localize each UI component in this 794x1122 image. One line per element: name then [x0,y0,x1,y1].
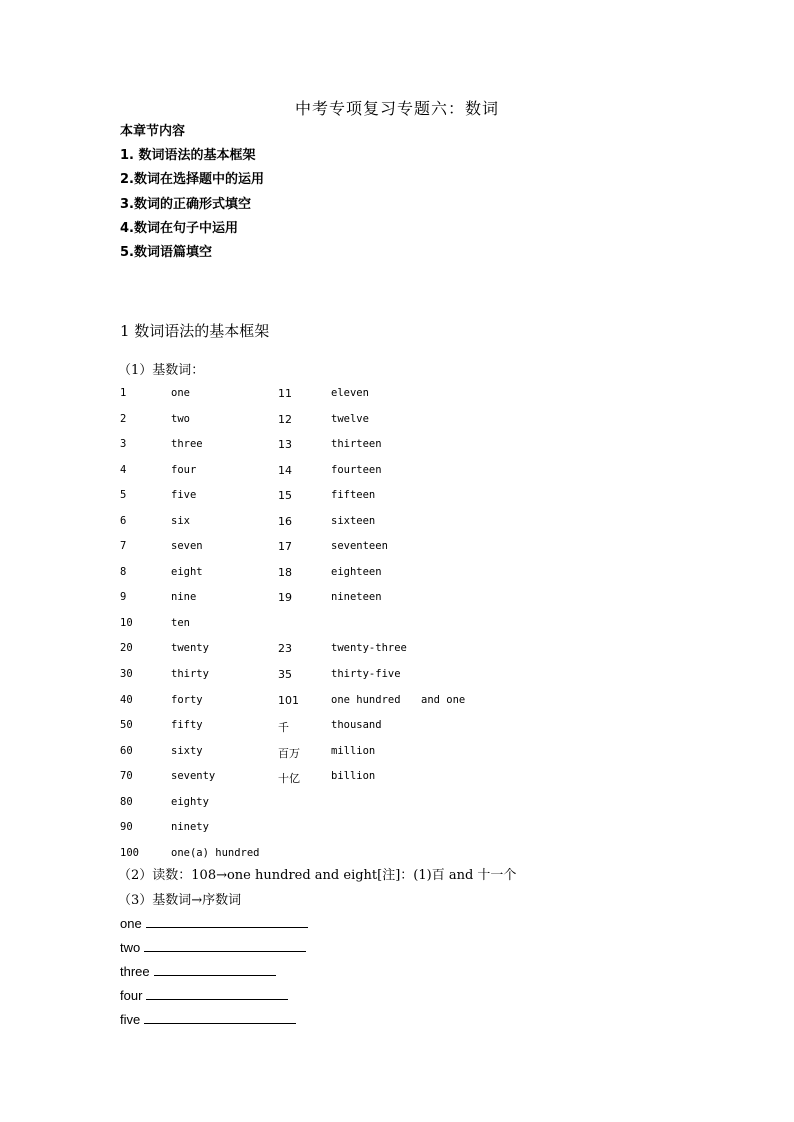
reading-numbers-note: （2）读数：108→one hundred and eight[注]：(1)百 and 十一个 [118,868,517,883]
word-cell: three [171,438,203,451]
word-cell: fifty [171,719,203,732]
word-cell: thirty [171,668,209,681]
word-cell: fifteen [331,489,376,502]
toc-heading: 本章节内容 [120,124,186,139]
cardinal-heading: （1）基数词： [118,363,205,378]
number-cell: 90 [120,821,133,834]
fill-blank-label: three [120,964,150,979]
fill-blank-label: four [120,988,143,1003]
toc-item: 5.数词语篇填空 [120,244,212,260]
word-cell: twenty-three [331,642,407,655]
ordinal-fill-list [120,914,308,1034]
number-cell: 6 [120,514,127,527]
word-cell: fourteen [331,463,382,476]
fill-blank-label: five [120,1012,141,1027]
word-cell: ten [171,616,190,629]
number-cell: 35 [278,668,292,682]
number-cell: 12 [278,412,292,426]
number-cell: 17 [278,540,292,554]
fill-blank-item [120,962,308,986]
number-cell: 13 [278,438,292,452]
word-cell: one [171,387,190,399]
number-cell: 5 [120,489,127,502]
word-cell: forty [171,693,203,706]
answer-blank-line [154,962,276,976]
word-cell: sixteen [331,514,376,527]
answer-blank-line [146,914,308,928]
page-title: 中考专项复习专题六：数词 [294,99,499,118]
number-cell: 19 [278,591,292,605]
word-cell: one hundred [331,693,401,706]
word-cell: twenty [171,642,209,655]
word-cell: eight [171,565,203,578]
word-cell: four [171,463,197,476]
number-cell: 9 [120,591,127,604]
word-cell: seventeen [331,540,388,553]
number-cell: 8 [120,565,127,578]
word-cell: eighty [171,795,209,808]
number-cell: 3 [120,438,127,451]
answer-blank-line [144,1010,296,1024]
number-cell: 15 [278,489,292,503]
fill-blank-label: two [120,940,141,955]
word-cell: seventy [171,770,216,783]
number-cell: 80 [120,795,133,808]
toc-item: 4.数词在句子中运用 [120,220,238,236]
word-cell: sixty [171,744,203,757]
word-cell: eleven [331,387,369,399]
word-cell: and one [421,693,466,706]
ordinal-heading: （3）基数词→序数词 [118,893,242,908]
toc-item: 1. 数词语法的基本框架 [120,148,256,164]
word-cell: nineteen [331,591,382,604]
number-cell: 16 [278,514,292,528]
number-cell: 20 [120,642,133,655]
number-cell: 百万 [278,746,300,760]
number-cell: 50 [120,719,133,732]
number-cell: 70 [120,770,133,783]
fill-blank-item [120,914,308,938]
number-cell: 101 [278,693,299,707]
fill-blank-item [120,938,308,962]
number-cell: 18 [278,565,292,579]
number-cell: 30 [120,668,133,681]
word-cell: thirteen [331,438,382,451]
fill-blank-item [120,1010,308,1034]
number-cell: 4 [120,463,127,476]
number-cell: 2 [120,412,127,425]
number-cell: 千 [278,721,289,735]
word-cell: thirty-five [331,668,401,681]
word-cell: two [171,412,190,425]
number-cell: 10 [120,616,133,629]
word-cell: eighteen [331,565,382,578]
word-cell: million [331,744,376,757]
word-cell: seven [171,540,203,553]
fill-blank-item [120,986,308,1010]
word-cell: nine [171,591,197,604]
word-cell: five [171,489,197,502]
toc-item: 3.数词的正确形式填空 [120,196,251,212]
number-cell: 11 [278,387,292,400]
number-cell: 100 [120,846,139,859]
word-cell: billion [331,770,376,783]
word-cell: one(a) hundred [171,846,260,859]
table-of-contents [120,122,264,267]
word-cell: six [171,514,190,527]
number-cell: 40 [120,693,133,706]
number-cell: 7 [120,540,127,553]
section-title: 1 数词语法的基本框架 [120,322,270,340]
fill-blank-label: one [120,916,142,931]
number-cell: 十亿 [278,772,300,786]
answer-blank-line [144,938,306,952]
word-cell: twelve [331,412,369,425]
toc-item: 2.数词在选择题中的运用 [120,172,264,188]
number-cell: 1 [120,387,127,399]
number-cell: 23 [278,642,292,656]
answer-blank-line [146,986,288,1000]
word-cell: thousand [331,719,382,732]
number-cell: 60 [120,744,133,757]
number-cell: 14 [278,463,292,477]
word-cell: ninety [171,821,209,834]
